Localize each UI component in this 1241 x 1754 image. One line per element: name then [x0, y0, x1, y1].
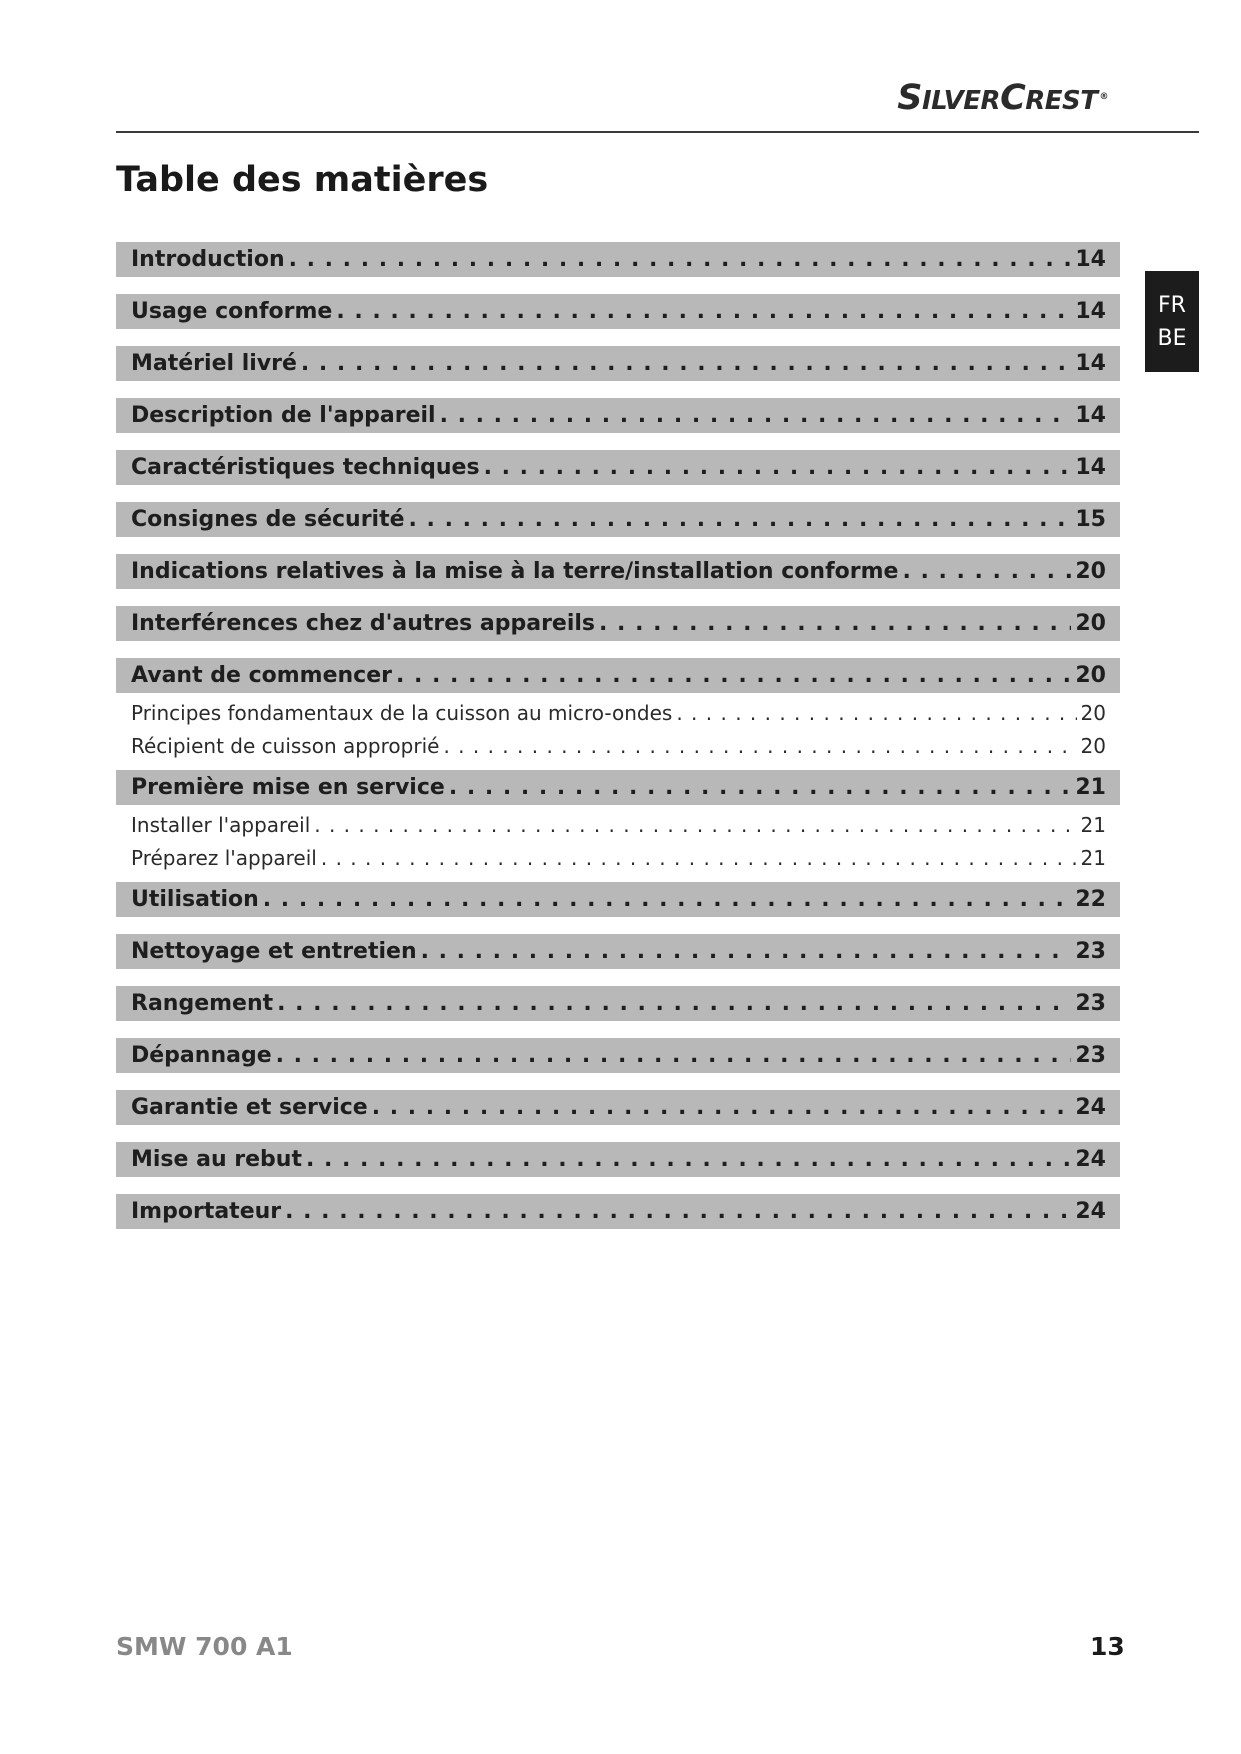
- toc-entry-page: 22: [1075, 887, 1106, 912]
- brand-logo: SILVERCREST ®: [897, 78, 1108, 118]
- toc-entry-page: 21: [1080, 845, 1106, 870]
- table-of-contents: [116, 242, 1120, 1229]
- toc-dot-leader: [599, 611, 1071, 636]
- toc-entry-title: Usage conforme: [131, 299, 333, 324]
- page-title: Table des matières: [116, 160, 489, 200]
- toc-entry-title: Principes fondamentaux de la cuisson au micro-ondes: [131, 700, 673, 725]
- toc-dot-leader: [263, 887, 1072, 912]
- toc-section-entry[interactable]: [116, 1194, 1120, 1229]
- toc-entry-title: Nettoyage et entretien: [131, 939, 417, 964]
- toc-entry-title: Utilisation: [131, 887, 259, 912]
- toc-section-entry[interactable]: [116, 346, 1120, 381]
- toc-entry-title: Installer l'appareil: [131, 812, 311, 837]
- toc-entry-title: Mise au rebut: [131, 1147, 302, 1172]
- toc-section-entry[interactable]: [116, 658, 1120, 693]
- toc-entry-page: 14: [1075, 351, 1106, 376]
- toc-dot-leader: [409, 507, 1072, 532]
- toc-section-entry[interactable]: [116, 882, 1120, 917]
- toc-entry-page: 24: [1075, 1199, 1106, 1224]
- toc-dot-leader: [372, 1095, 1072, 1120]
- toc-section-entry[interactable]: [116, 242, 1120, 277]
- toc-section-entry[interactable]: [116, 1038, 1120, 1073]
- toc-subsection-entry[interactable]: [116, 696, 1120, 729]
- toc-entry-title: Interférences chez d'autres appareils: [131, 611, 596, 636]
- toc-section-entry[interactable]: [116, 398, 1120, 433]
- toc-section-entry[interactable]: [116, 294, 1120, 329]
- model-number: SMW 700 A1: [116, 1632, 293, 1661]
- toc-dot-leader: [277, 991, 1071, 1016]
- toc-section-entry[interactable]: [116, 934, 1120, 969]
- language-code-be: BE: [1157, 326, 1187, 351]
- toc-entry-title: Avant de commencer: [131, 663, 392, 688]
- toc-section-entry[interactable]: [116, 450, 1120, 485]
- toc-entry-page: 23: [1075, 939, 1106, 964]
- toc-entry-title: Garantie et service: [131, 1095, 368, 1120]
- toc-entry-page: 20: [1075, 663, 1106, 688]
- toc-entry-title: Caractéristiques techniques: [131, 455, 480, 480]
- toc-dot-leader: [301, 351, 1071, 376]
- toc-entry-page: 24: [1075, 1147, 1106, 1172]
- toc-subsection-entry[interactable]: [116, 808, 1120, 841]
- toc-dot-leader: [676, 701, 1076, 725]
- toc-dot-leader: [306, 1147, 1071, 1172]
- toc-section-entry[interactable]: [116, 502, 1120, 537]
- toc-entry-page: 21: [1075, 775, 1106, 800]
- toc-entry-title: Rangement: [131, 991, 274, 1016]
- toc-section-entry[interactable]: [116, 770, 1120, 805]
- toc-dot-leader: [440, 403, 1072, 428]
- toc-entry-page: 20: [1075, 559, 1106, 584]
- toc-section-entry[interactable]: [116, 1090, 1120, 1125]
- toc-entry-title: Indications relatives à la mise à la terre/installation conforme: [131, 559, 899, 584]
- toc-entry-page: 15: [1075, 507, 1106, 532]
- toc-entry-title: Description de l'appareil: [131, 403, 436, 428]
- toc-entry-page: 23: [1075, 1043, 1106, 1068]
- language-tab: [1145, 271, 1199, 372]
- toc-entry-title: Matériel livré: [131, 351, 297, 376]
- toc-section-entry[interactable]: [116, 606, 1120, 641]
- toc-entry-page: 21: [1080, 812, 1106, 837]
- toc-entry-page: 14: [1075, 455, 1106, 480]
- toc-entry-page: 20: [1075, 611, 1106, 636]
- toc-entry-title: Introduction: [131, 247, 285, 272]
- header-divider: [116, 131, 1199, 133]
- toc-entry-page: 23: [1075, 991, 1106, 1016]
- toc-entry-page: 20: [1080, 733, 1106, 758]
- toc-entry-page: 20: [1080, 700, 1106, 725]
- toc-dot-leader: [336, 299, 1071, 324]
- toc-dot-leader: [484, 455, 1072, 480]
- toc-subsection-entry[interactable]: [116, 729, 1120, 762]
- toc-dot-leader: [276, 1043, 1072, 1068]
- toc-section-entry[interactable]: [116, 554, 1120, 589]
- toc-dot-leader: [421, 939, 1072, 964]
- toc-entry-title: Première mise en service: [131, 775, 445, 800]
- toc-dot-leader: [321, 846, 1077, 870]
- toc-entry-page: 24: [1075, 1095, 1106, 1120]
- toc-dot-leader: [396, 663, 1071, 688]
- toc-entry-title: Dépannage: [131, 1043, 272, 1068]
- toc-subsection-entry[interactable]: [116, 841, 1120, 874]
- language-code-fr: FR: [1158, 293, 1186, 318]
- toc-entry-title: Importateur: [131, 1199, 282, 1224]
- toc-entry-page: 14: [1075, 403, 1106, 428]
- toc-section-entry[interactable]: [116, 1142, 1120, 1177]
- toc-entry-title: Préparez l'appareil: [131, 845, 317, 870]
- toc-dot-leader: [285, 1199, 1071, 1224]
- toc-dot-leader: [902, 559, 1071, 584]
- toc-entry-title: Récipient de cuisson approprié: [131, 733, 440, 758]
- toc-entry-page: 14: [1075, 299, 1106, 324]
- toc-dot-leader: [289, 247, 1072, 272]
- toc-dot-leader: [443, 734, 1076, 758]
- toc-dot-leader: [314, 813, 1076, 837]
- toc-dot-leader: [449, 775, 1072, 800]
- toc-section-entry[interactable]: [116, 986, 1120, 1021]
- toc-entry-title: Consignes de sécurité: [131, 507, 405, 532]
- page-number: 13: [1090, 1632, 1125, 1661]
- toc-entry-page: 14: [1075, 247, 1106, 272]
